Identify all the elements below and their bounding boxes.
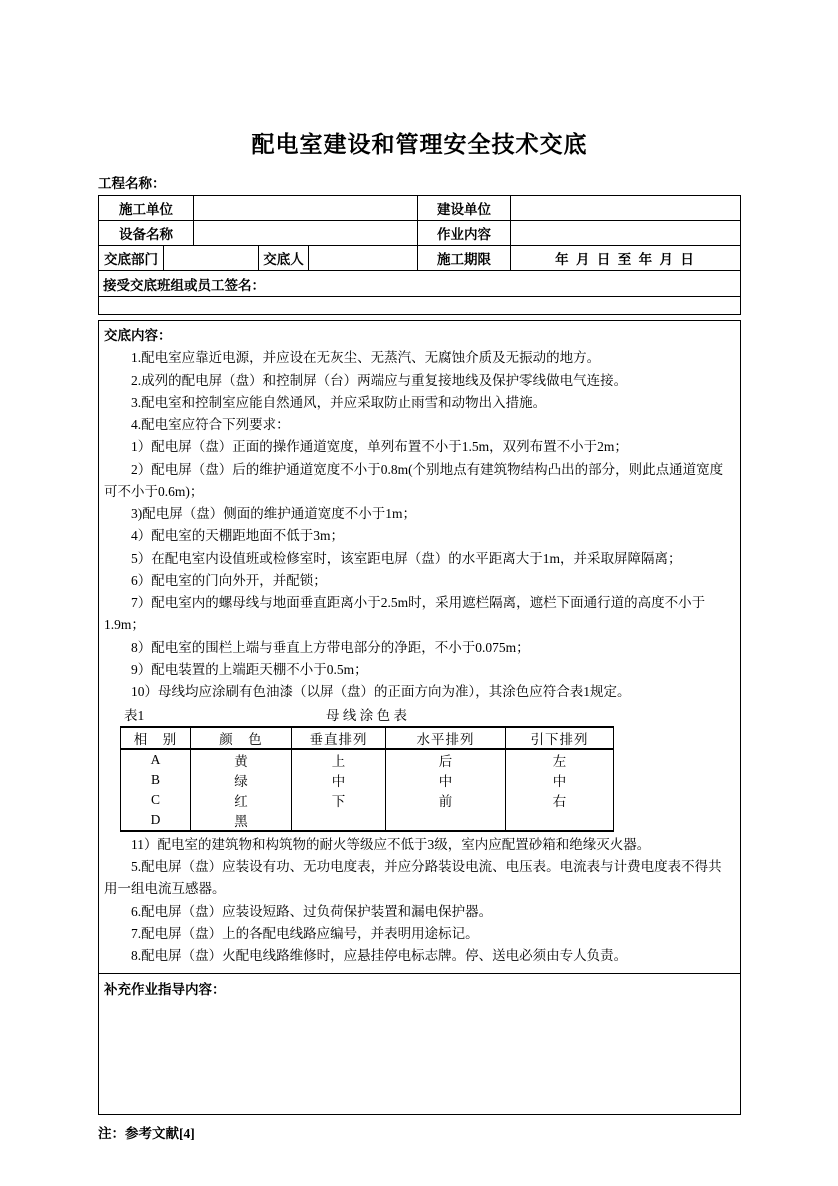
work-content-label: 作业内容 xyxy=(418,221,511,246)
busbar-cell: 绿 xyxy=(191,770,292,790)
content-item: 11）配电室的建筑物和构筑物的耐火等级应不低于3级，室内应配置砂箱和绝缘灭火器。 xyxy=(131,836,651,852)
content-item: 2.成列的配电屏（盘）和控制屏（台）两端应与重复接地线及保护零线做电气连接。 xyxy=(131,372,628,388)
busbar-color-table xyxy=(120,726,614,832)
info-row-2 xyxy=(99,221,741,246)
construction-period-value: 年 月 日 至 年 月 日 xyxy=(511,246,741,271)
info-row-1 xyxy=(99,196,741,221)
info-row-3 xyxy=(99,246,741,271)
content-item: 9）配电装置的上端距天棚不小于0.5m； xyxy=(131,661,368,677)
building-unit-value xyxy=(511,196,741,221)
content-item: 7）配电室内的螺母线与地面垂直距离小于2.5m时，采用遮栏隔离，遮栏下面通行道的高度不小于1.9m； xyxy=(104,595,706,633)
busbar-table-title: 母 线 涂 色 表 xyxy=(326,707,407,723)
content-item: 5.配电屏（盘）应装设有功、无功电度表，并应分路装设电流、电压表。电流表与计费电度表不得共用一组电流互感器。 xyxy=(104,859,722,897)
busbar-cell: 黄 xyxy=(191,749,292,770)
busbar-cell: A xyxy=(121,749,191,770)
busbar-cell: 中 xyxy=(506,770,614,790)
busbar-row-a xyxy=(121,749,614,770)
content-item: 1.配电室应靠近电源，并应设在无灰尘、无蒸汽、无腐蚀介质及无振动的地方。 xyxy=(131,350,601,366)
discloser-value xyxy=(309,246,418,271)
content-item: 10）母线均应涂刷有色油漆（以屏（盘）的正面方向为准），其涂色应符合表1规定。 xyxy=(131,684,631,700)
busbar-cell xyxy=(292,810,386,831)
busbar-cell: 中 xyxy=(386,770,506,790)
busbar-table-label: 表1 xyxy=(124,707,145,723)
busbar-cell: C xyxy=(121,790,191,810)
busbar-cell xyxy=(386,810,506,831)
busbar-cell: B xyxy=(121,770,191,790)
supplement-label: 补充作业指导内容： xyxy=(104,982,226,998)
busbar-table-caption xyxy=(120,706,613,726)
content-item: 8.配电屏（盘）火配电线路维修时，应悬挂停电标志牌。停、送电必须由专人负责。 xyxy=(131,948,628,964)
content-item: 6）配电室的门向外开，并配锁； xyxy=(131,572,327,588)
content-item: 4.配电室应符合下列要求： xyxy=(131,417,290,433)
content-item: 7.配电屏（盘）上的各配电线路应编号，并表明用途标记。 xyxy=(131,925,479,941)
busbar-header-horizontal: 水平排列 xyxy=(386,727,506,749)
busbar-cell xyxy=(506,810,614,831)
signature-blank-row xyxy=(99,297,741,315)
disclosure-content-section xyxy=(99,321,740,974)
busbar-cell: 黑 xyxy=(191,810,292,831)
busbar-cell: 前 xyxy=(386,790,506,810)
document-title: 配电室建设和管理安全技术交底 xyxy=(251,132,588,157)
busbar-cell: D xyxy=(121,810,191,831)
busbar-header-row xyxy=(121,727,614,749)
busbar-cell: 中 xyxy=(292,770,386,790)
busbar-header-vertical: 垂直排列 xyxy=(292,727,386,749)
busbar-cell: 红 xyxy=(191,790,292,810)
footnote: 注：参考文献[4] xyxy=(98,1126,195,1142)
discloser-label: 交底人 xyxy=(259,246,309,271)
disclosure-content-box xyxy=(98,320,741,1115)
busbar-cell: 后 xyxy=(386,749,506,770)
content-item: 4）配电室的天棚距地面不低于3m； xyxy=(131,528,345,544)
busbar-cell: 下 xyxy=(292,790,386,810)
busbar-row-d xyxy=(121,810,614,831)
project-name-label: 工程名称： xyxy=(98,176,166,191)
disclosure-content-heading: 交底内容： xyxy=(104,328,172,343)
content-item: 3.配电室和控制室应能自然通风，并应采取防止雨雪和动物出入措施。 xyxy=(131,394,547,410)
content-item: 5）在配电室内设值班或检修室时，该室距电屏（盘）的水平距离大于1m，并采取屏障隔离； xyxy=(131,550,682,566)
equipment-name-label: 设备名称 xyxy=(99,221,194,246)
busbar-cell: 左 xyxy=(506,749,614,770)
construction-unit-value xyxy=(194,196,418,221)
busbar-header-phase: 相 别 xyxy=(121,727,191,749)
content-item: 2）配电屏（盘）后的维护通道宽度不小于0.8m(个别地点有建筑物结构凸出的部分，则此点通道宽度可不小于0.6m)； xyxy=(104,461,724,499)
work-content-value xyxy=(511,221,741,246)
construction-period-label: 施工期限 xyxy=(418,246,511,271)
construction-unit-label: 施工单位 xyxy=(99,196,194,221)
supplement-section xyxy=(99,974,740,1114)
content-item: 8）配电室的围栏上端与垂直上方带电部分的净距，不小于0.075m； xyxy=(131,639,530,655)
busbar-row-c xyxy=(121,790,614,810)
busbar-cell: 上 xyxy=(292,749,386,770)
busbar-header-color: 颜 色 xyxy=(191,727,292,749)
content-item: 6.配电屏（盘）应装设短路、过负荷保护装置和漏电保护器。 xyxy=(131,903,493,919)
disclosure-dept-value xyxy=(164,246,259,271)
busbar-row-b xyxy=(121,770,614,790)
content-item: 3)配电屏（盘）侧面的维护通道宽度不小于1m； xyxy=(131,506,416,522)
content-item: 1）配电屏（盘）正面的操作通道宽度，单列布置不小于1.5m，双列布置不小于2m； xyxy=(131,439,628,455)
building-unit-label: 建设单位 xyxy=(418,196,511,221)
signature-blank-cell xyxy=(99,297,741,315)
signature-row xyxy=(99,271,741,297)
signature-label: 接受交底班组或员工签名： xyxy=(99,271,741,297)
busbar-cell: 右 xyxy=(506,790,614,810)
disclosure-dept-label: 交底部门 xyxy=(99,246,164,271)
header-info-table xyxy=(98,195,741,315)
equipment-name-value xyxy=(194,221,418,246)
busbar-header-drop: 引下排列 xyxy=(506,727,614,749)
